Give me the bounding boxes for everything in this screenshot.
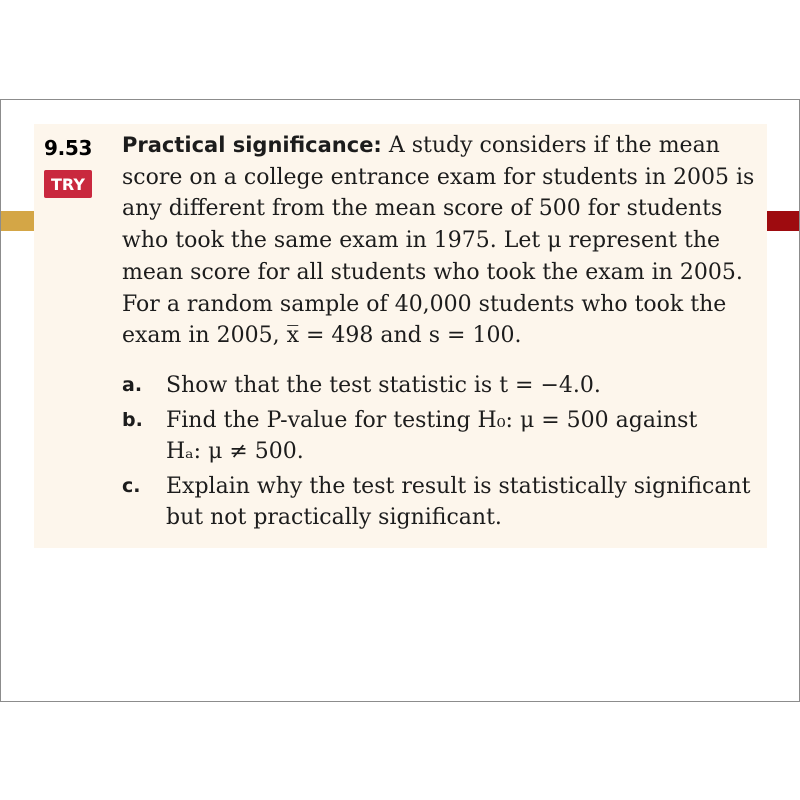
statement-line-1 xyxy=(122,130,762,162)
part-b xyxy=(122,405,762,467)
exercise-title: Practical significance: xyxy=(122,133,382,157)
part-label: b. xyxy=(122,409,143,431)
statement-line: exam in 2005, x̅ = 498 and s = 100. xyxy=(122,323,522,349)
exercise-number: 9.53 xyxy=(44,136,93,160)
part-line: Hₐ: μ ≠ 500. xyxy=(166,439,304,464)
gold-accent-bar xyxy=(1,211,34,231)
part-text xyxy=(166,405,762,467)
exercise-panel xyxy=(34,124,767,548)
exercise-parts xyxy=(122,370,762,533)
statement-line: mean score for all students who took the exam in 2005. xyxy=(122,259,743,285)
part-a xyxy=(122,370,762,401)
part-c xyxy=(122,471,762,533)
statement-text: A study considers if the mean xyxy=(388,133,720,158)
statement-line: score on a college entrance exam for students in 2005 is xyxy=(122,164,755,190)
slide-frame xyxy=(0,99,800,702)
part-line: but not practically significant. xyxy=(166,505,502,530)
part-text xyxy=(166,370,762,401)
part-line: Find the P-value for testing H₀: μ = 500 against xyxy=(166,408,698,433)
red-accent-bar xyxy=(764,211,799,231)
part-line: Explain why the test result is statistically significant xyxy=(166,474,751,499)
try-badge: TRY xyxy=(44,170,92,198)
statement-line: who took the same exam in 1975. Let μ represent the xyxy=(122,228,721,254)
exercise-statement xyxy=(122,130,762,352)
part-label: a. xyxy=(122,374,143,396)
part-line: Show that the test statistic is t = −4.0. xyxy=(166,373,601,398)
statement-line: For a random sample of 40,000 students who took the xyxy=(122,291,727,317)
part-text xyxy=(166,471,762,533)
part-label: c. xyxy=(122,475,141,497)
statement-line: any different from the mean score of 500 for students xyxy=(122,196,723,222)
